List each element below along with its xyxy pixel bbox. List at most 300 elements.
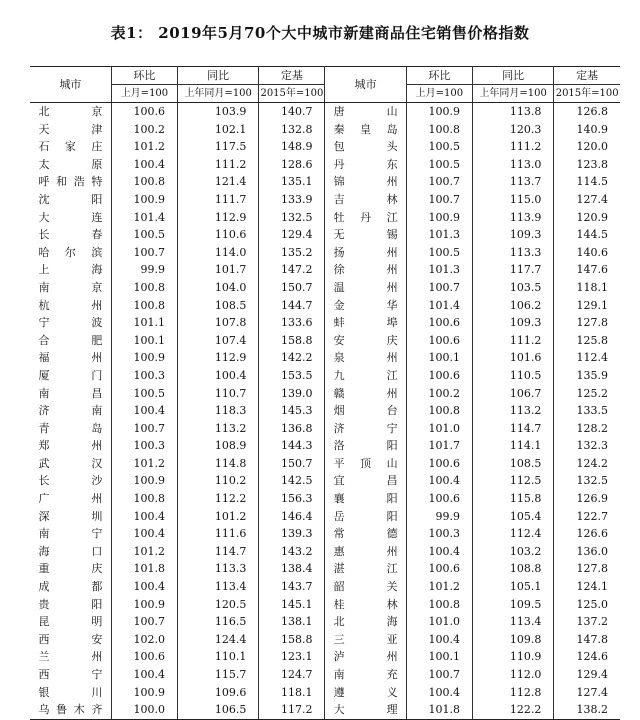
yoy-value-cell: 114.8	[177, 455, 258, 473]
mom-value-cell: 100.7	[111, 613, 177, 631]
city-name: 沈阳	[38, 192, 103, 206]
city-cell	[325, 613, 406, 631]
yoy-value-cell: 108.8	[472, 560, 553, 578]
city-name: 济南	[38, 404, 103, 418]
yoy-value-cell: 115.0	[472, 191, 553, 209]
yoy-value-cell: 103.2	[472, 543, 553, 561]
table-row	[30, 613, 620, 631]
city-name: 平顶山	[333, 456, 398, 470]
mom-value-cell: 100.4	[111, 156, 177, 174]
base-value-cell: 125.0	[554, 596, 620, 614]
city-name: 南宁	[38, 527, 103, 541]
table-row	[30, 684, 620, 702]
city-name: 扬州	[333, 245, 398, 259]
base-value-cell: 132.8	[259, 121, 325, 139]
city-name: 长春	[38, 228, 103, 242]
base-value-cell: 124.6	[554, 648, 620, 666]
mom-value-cell: 101.2	[111, 543, 177, 561]
city-name: 温州	[333, 280, 398, 294]
base-value-cell: 117.2	[259, 701, 325, 719]
yoy-value-cell: 120.5	[177, 596, 258, 614]
base-value-cell: 127.8	[554, 560, 620, 578]
city-cell	[30, 279, 111, 297]
base-value-cell: 120.0	[554, 138, 620, 156]
mom-value-cell: 100.4	[111, 578, 177, 596]
city-name: 太原	[38, 157, 103, 171]
table-row	[30, 666, 620, 684]
city-name: 上海	[38, 263, 103, 277]
base-value-cell: 128.2	[554, 420, 620, 438]
city-cell	[325, 684, 406, 702]
city-cell	[325, 191, 406, 209]
table-row	[30, 279, 620, 297]
mom-value-cell: 100.7	[406, 173, 472, 191]
header-base-sub-right: 2015年=100	[554, 85, 620, 103]
base-value-cell: 135.2	[259, 244, 325, 262]
yoy-value-cell: 105.4	[472, 508, 553, 526]
base-value-cell: 139.0	[259, 385, 325, 403]
yoy-value-cell: 111.6	[177, 525, 258, 543]
base-value-cell: 123.1	[259, 648, 325, 666]
yoy-value-cell: 101.6	[472, 349, 553, 367]
base-value-cell: 132.5	[259, 209, 325, 227]
table-row	[30, 596, 620, 614]
mom-value-cell: 100.6	[406, 490, 472, 508]
city-cell	[30, 314, 111, 332]
mom-value-cell: 100.7	[406, 191, 472, 209]
city-cell	[30, 332, 111, 350]
city-cell	[30, 666, 111, 684]
city-name: 南充	[333, 668, 398, 681]
city-name: 宜昌	[333, 474, 398, 488]
header-yoy-right: 同比	[472, 67, 553, 85]
yoy-value-cell: 110.7	[177, 385, 258, 403]
yoy-value-cell: 115.8	[472, 490, 553, 508]
mom-value-cell: 100.7	[111, 420, 177, 438]
base-value-cell: 147.6	[554, 261, 620, 279]
city-cell	[325, 490, 406, 508]
mom-value-cell: 101.8	[406, 701, 472, 719]
yoy-value-cell: 113.2	[177, 420, 258, 438]
base-value-cell: 126.9	[554, 490, 620, 508]
city-name: 武汉	[38, 456, 103, 470]
base-value-cell: 127.8	[554, 314, 620, 332]
city-name: 合肥	[38, 333, 103, 347]
yoy-value-cell: 120.3	[472, 121, 553, 139]
city-name: 乌鲁木齐	[38, 703, 103, 717]
city-name: 北海	[333, 615, 398, 629]
table-row	[30, 402, 620, 420]
base-value-cell: 138.2	[554, 701, 620, 719]
base-value-cell: 140.9	[554, 121, 620, 139]
base-value-cell: 124.2	[554, 455, 620, 473]
table-row	[30, 490, 620, 508]
mom-value-cell: 100.7	[111, 244, 177, 262]
yoy-value-cell: 109.3	[472, 226, 553, 244]
city-name: 唐山	[333, 105, 398, 118]
mom-value-cell: 100.9	[111, 472, 177, 490]
city-cell	[30, 596, 111, 614]
city-name: 天津	[38, 122, 103, 136]
base-value-cell: 127.4	[554, 684, 620, 702]
yoy-value-cell: 112.4	[472, 525, 553, 543]
city-cell	[30, 173, 111, 191]
mom-value-cell: 102.0	[111, 631, 177, 649]
table-row	[30, 455, 620, 473]
city-name: 南京	[38, 280, 103, 294]
city-cell	[325, 244, 406, 262]
city-cell	[30, 472, 111, 490]
mom-value-cell: 101.0	[406, 613, 472, 631]
yoy-value-cell: 113.4	[177, 578, 258, 596]
yoy-value-cell: 100.4	[177, 367, 258, 385]
header-mom-sub-left: 上月=100	[111, 85, 177, 103]
mom-value-cell: 99.9	[406, 508, 472, 526]
yoy-value-cell: 110.2	[177, 472, 258, 490]
yoy-value-cell: 121.4	[177, 173, 258, 191]
city-name: 深圳	[38, 509, 103, 523]
mom-value-cell: 100.1	[111, 332, 177, 350]
mom-value-cell: 100.7	[406, 666, 472, 684]
city-name: 成都	[38, 580, 103, 594]
mom-value-cell: 100.5	[406, 156, 472, 174]
mom-value-cell: 100.4	[111, 525, 177, 543]
mom-value-cell: 100.9	[406, 209, 472, 227]
table-row	[30, 173, 620, 191]
table-row	[30, 437, 620, 455]
mom-value-cell: 100.8	[406, 121, 472, 139]
city-name: 济宁	[333, 421, 398, 435]
base-value-cell: 126.8	[554, 103, 620, 121]
mom-value-cell: 100.5	[111, 385, 177, 403]
yoy-value-cell: 111.2	[472, 138, 553, 156]
city-cell	[325, 402, 406, 420]
mom-value-cell: 101.2	[111, 138, 177, 156]
header-city-right: 城市	[325, 67, 406, 103]
city-name: 锦州	[333, 175, 398, 189]
city-name: 大连	[38, 210, 103, 224]
yoy-value-cell: 112.2	[177, 490, 258, 508]
table-row	[30, 103, 620, 121]
table-row	[30, 648, 620, 666]
base-value-cell: 125.8	[554, 332, 620, 350]
city-name: 蚌埠	[333, 316, 398, 330]
city-name: 惠州	[333, 544, 398, 558]
city-cell	[325, 138, 406, 156]
city-name: 青岛	[38, 421, 103, 435]
city-name: 宁波	[38, 316, 103, 330]
base-value-cell: 143.2	[259, 543, 325, 561]
yoy-value-cell: 115.7	[177, 666, 258, 684]
city-cell	[325, 349, 406, 367]
yoy-value-cell: 109.6	[177, 684, 258, 702]
mom-value-cell: 100.5	[406, 138, 472, 156]
mom-value-cell: 100.8	[111, 490, 177, 508]
yoy-value-cell: 112.8	[472, 684, 553, 702]
yoy-value-cell: 106.2	[472, 297, 553, 315]
city-cell	[325, 332, 406, 350]
table-row	[30, 560, 620, 578]
mom-value-cell: 100.4	[406, 631, 472, 649]
yoy-value-cell: 124.4	[177, 631, 258, 649]
mom-value-cell: 100.8	[111, 297, 177, 315]
city-cell	[325, 543, 406, 561]
base-value-cell: 135.1	[259, 173, 325, 191]
city-name: 岳阳	[333, 509, 398, 523]
header-yoy-left: 同比	[177, 67, 258, 85]
base-value-cell: 150.7	[259, 455, 325, 473]
city-cell	[325, 103, 406, 121]
base-value-cell: 140.6	[554, 244, 620, 262]
city-name: 韶关	[333, 580, 398, 594]
mom-value-cell: 100.2	[406, 385, 472, 403]
city-cell	[30, 490, 111, 508]
yoy-value-cell: 105.1	[472, 578, 553, 596]
city-cell	[30, 349, 111, 367]
mom-value-cell: 100.4	[406, 543, 472, 561]
yoy-value-cell: 102.1	[177, 121, 258, 139]
yoy-value-cell: 110.9	[472, 648, 553, 666]
city-name: 包头	[333, 140, 398, 154]
city-cell	[325, 648, 406, 666]
city-name: 安庆	[333, 333, 398, 347]
city-name: 金华	[333, 298, 398, 312]
mom-value-cell: 100.6	[406, 332, 472, 350]
city-cell	[325, 367, 406, 385]
table-row	[30, 420, 620, 438]
yoy-value-cell: 106.7	[472, 385, 553, 403]
mom-value-cell: 100.9	[406, 103, 472, 121]
city-name: 西宁	[38, 668, 103, 681]
base-value-cell: 124.1	[554, 578, 620, 596]
header-base-sub-left: 2015年=100	[259, 85, 325, 103]
yoy-value-cell: 113.3	[472, 244, 553, 262]
mom-value-cell: 101.2	[111, 455, 177, 473]
mom-value-cell: 100.3	[111, 437, 177, 455]
yoy-value-cell: 101.7	[177, 261, 258, 279]
city-cell	[30, 613, 111, 631]
mom-value-cell: 101.1	[111, 314, 177, 332]
base-value-cell: 137.2	[554, 613, 620, 631]
table-row	[30, 525, 620, 543]
city-cell	[325, 508, 406, 526]
price-index-table-wrapper	[30, 66, 620, 720]
city-cell	[325, 596, 406, 614]
base-value-cell: 138.4	[259, 560, 325, 578]
header-mom-right: 环比	[406, 67, 472, 85]
city-cell	[30, 560, 111, 578]
city-name: 泉州	[333, 351, 398, 365]
city-cell	[30, 455, 111, 473]
base-value-cell: 142.5	[259, 472, 325, 490]
header-yoy-sub-right: 上年同月=100	[472, 85, 553, 103]
city-cell	[30, 209, 111, 227]
mom-value-cell: 101.7	[406, 437, 472, 455]
yoy-value-cell: 109.3	[472, 314, 553, 332]
mom-value-cell: 100.6	[406, 560, 472, 578]
table-row	[30, 314, 620, 332]
city-name: 遵义	[333, 685, 398, 699]
table-row	[30, 508, 620, 526]
yoy-value-cell: 112.0	[472, 666, 553, 684]
city-name: 广州	[38, 492, 103, 506]
mom-value-cell: 100.2	[111, 121, 177, 139]
mom-value-cell: 100.5	[406, 244, 472, 262]
city-cell	[30, 684, 111, 702]
yoy-value-cell: 114.1	[472, 437, 553, 455]
city-name: 哈尔滨	[38, 245, 103, 259]
base-value-cell: 153.5	[259, 367, 325, 385]
city-name: 三亚	[333, 632, 398, 646]
table-row	[30, 261, 620, 279]
header-base-right: 定基	[554, 67, 620, 85]
city-name: 银川	[38, 685, 103, 699]
table-row	[30, 385, 620, 403]
mom-value-cell: 100.8	[406, 596, 472, 614]
header-mom-left: 环比	[111, 67, 177, 85]
city-name: 常德	[333, 527, 398, 541]
base-value-cell: 129.4	[259, 226, 325, 244]
city-cell	[30, 648, 111, 666]
city-name: 秦皇岛	[333, 122, 398, 136]
base-value-cell: 136.0	[554, 543, 620, 561]
yoy-value-cell: 108.5	[472, 455, 553, 473]
mom-value-cell: 100.1	[406, 349, 472, 367]
city-name: 重庆	[38, 562, 103, 576]
mom-value-cell: 100.8	[406, 402, 472, 420]
city-cell	[325, 297, 406, 315]
mom-value-cell: 100.9	[111, 684, 177, 702]
base-value-cell: 114.5	[554, 173, 620, 191]
city-cell	[325, 226, 406, 244]
table-row	[30, 121, 620, 139]
city-cell	[30, 367, 111, 385]
city-name: 福州	[38, 351, 103, 365]
city-cell	[30, 244, 111, 262]
base-value-cell: 158.8	[259, 631, 325, 649]
base-value-cell: 127.4	[554, 191, 620, 209]
base-value-cell: 150.7	[259, 279, 325, 297]
city-cell	[30, 385, 111, 403]
yoy-value-cell: 113.7	[472, 173, 553, 191]
city-name: 吉林	[333, 192, 398, 206]
city-name: 烟台	[333, 404, 398, 418]
city-cell	[30, 578, 111, 596]
city-name: 石家庄	[38, 140, 103, 154]
city-cell	[325, 525, 406, 543]
city-cell	[30, 191, 111, 209]
city-cell	[30, 543, 111, 561]
base-value-cell: 144.3	[259, 437, 325, 455]
yoy-value-cell: 110.5	[472, 367, 553, 385]
city-cell	[325, 314, 406, 332]
city-name: 桂林	[333, 597, 398, 611]
mom-value-cell: 101.3	[406, 226, 472, 244]
yoy-value-cell: 110.6	[177, 226, 258, 244]
mom-value-cell: 100.6	[111, 103, 177, 121]
city-name: 昆明	[38, 615, 103, 629]
city-cell	[30, 297, 111, 315]
yoy-value-cell: 107.4	[177, 332, 258, 350]
yoy-value-cell: 103.5	[472, 279, 553, 297]
mom-value-cell: 100.9	[111, 349, 177, 367]
table-row	[30, 209, 620, 227]
mom-value-cell: 100.6	[406, 367, 472, 385]
table-title: 表1： 2019年5月70个大中城市新建商品住宅销售价格指数	[110, 24, 530, 42]
base-value-cell: 132.5	[554, 472, 620, 490]
city-cell	[30, 226, 111, 244]
yoy-value-cell: 112.9	[177, 349, 258, 367]
city-name: 南昌	[38, 386, 103, 400]
city-cell	[325, 156, 406, 174]
base-value-cell: 122.7	[554, 508, 620, 526]
mom-value-cell: 100.3	[406, 525, 472, 543]
header-mom-sub-right: 上月=100	[406, 85, 472, 103]
mom-value-cell: 100.6	[406, 314, 472, 332]
yoy-value-cell: 114.0	[177, 244, 258, 262]
table-row	[30, 244, 620, 262]
base-value-cell: 136.8	[259, 420, 325, 438]
city-cell	[325, 631, 406, 649]
city-cell	[325, 578, 406, 596]
yoy-value-cell: 117.7	[472, 261, 553, 279]
yoy-value-cell: 109.8	[472, 631, 553, 649]
table-row	[30, 226, 620, 244]
yoy-value-cell: 113.0	[472, 156, 553, 174]
base-value-cell: 135.9	[554, 367, 620, 385]
yoy-value-cell: 107.8	[177, 314, 258, 332]
yoy-value-cell: 108.9	[177, 437, 258, 455]
base-value-cell: 126.6	[554, 525, 620, 543]
base-value-cell: 139.3	[259, 525, 325, 543]
mom-value-cell: 100.6	[111, 648, 177, 666]
base-value-cell: 133.6	[259, 314, 325, 332]
mom-value-cell: 100.4	[111, 666, 177, 684]
yoy-value-cell: 103.9	[177, 103, 258, 121]
base-value-cell: 145.1	[259, 596, 325, 614]
base-value-cell: 123.8	[554, 156, 620, 174]
base-value-cell: 148.9	[259, 138, 325, 156]
city-cell	[30, 420, 111, 438]
base-value-cell: 118.1	[554, 279, 620, 297]
city-name: 郑州	[38, 439, 103, 453]
table-row	[30, 631, 620, 649]
city-name: 泸州	[333, 650, 398, 664]
mom-value-cell: 100.4	[111, 508, 177, 526]
table-row	[30, 349, 620, 367]
city-cell	[325, 472, 406, 490]
yoy-value-cell: 114.7	[472, 420, 553, 438]
mom-value-cell: 100.0	[111, 701, 177, 719]
city-cell	[325, 209, 406, 227]
mom-value-cell: 100.6	[406, 455, 472, 473]
yoy-value-cell: 108.5	[177, 297, 258, 315]
base-value-cell: 144.5	[554, 226, 620, 244]
base-value-cell: 140.7	[259, 103, 325, 121]
mom-value-cell: 100.9	[111, 191, 177, 209]
yoy-value-cell: 111.2	[177, 156, 258, 174]
mom-value-cell: 101.0	[406, 420, 472, 438]
yoy-value-cell: 111.7	[177, 191, 258, 209]
base-value-cell: 112.4	[554, 349, 620, 367]
city-name: 兰州	[38, 650, 103, 664]
city-name: 大理	[333, 703, 398, 717]
base-value-cell: 156.3	[259, 490, 325, 508]
base-value-cell: 120.9	[554, 209, 620, 227]
yoy-value-cell: 118.3	[177, 402, 258, 420]
base-value-cell: 158.8	[259, 332, 325, 350]
base-value-cell: 124.7	[259, 666, 325, 684]
